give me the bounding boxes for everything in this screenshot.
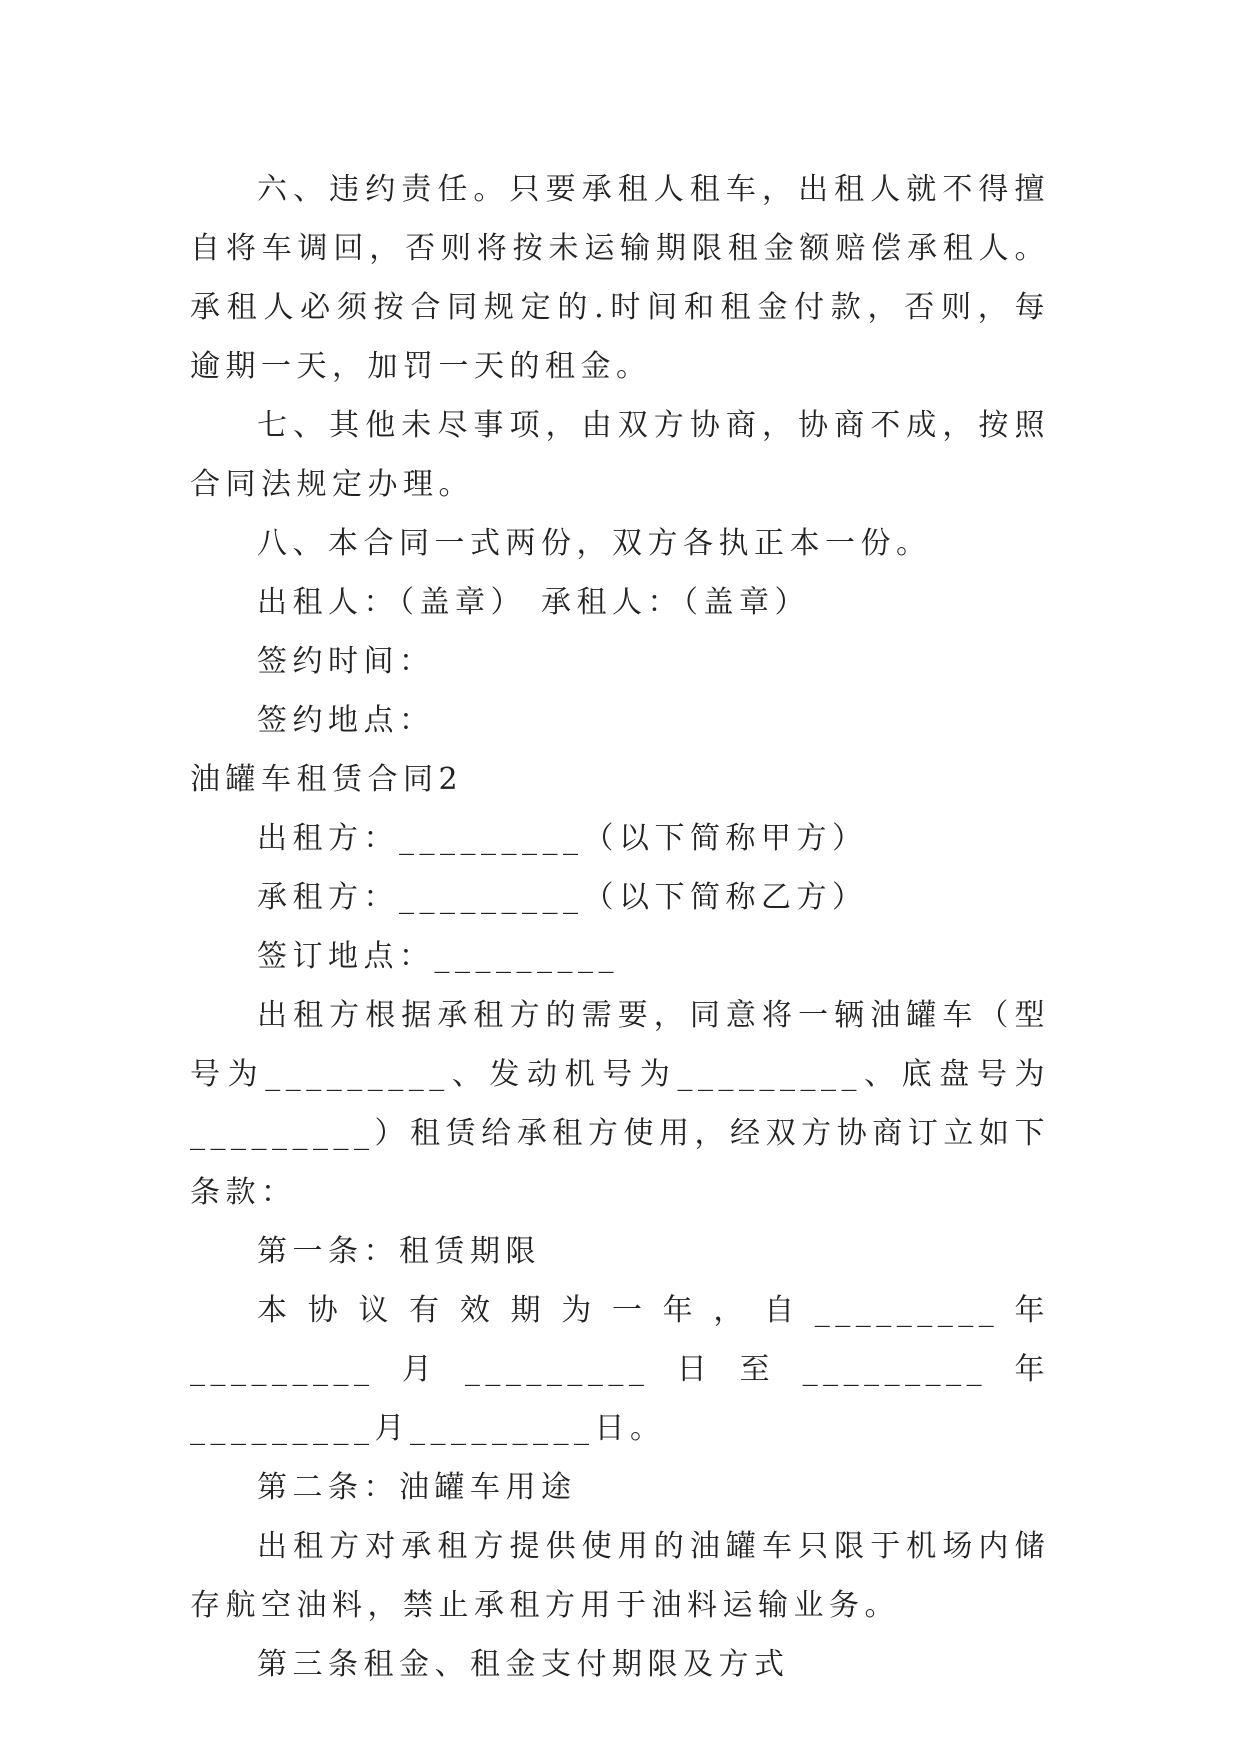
signing-time-line: 签约时间：: [257, 644, 435, 679]
clause-six-breach-liability: 六、违约责任。只要承租人租车，出租人就不得擅自将车调回，否则将按未运输期限租金额赔偿承租人。承租人必须按合同规定的.时间和租金付款，否则，每逾期一天，加罚一天的租金。: [190, 172, 1050, 384]
clause-eight-copies: 八、本合同一式两份，双方各执正本一份。: [257, 526, 932, 561]
contract-title: 油罐车租赁合同2: [190, 762, 464, 797]
document-body: [190, 160, 1050, 1694]
article-three-heading: 第三条租金、租金支付期限及方式: [257, 1647, 790, 1682]
article-two-body: 出租方对承租方提供使用的油罐车只限于机场内储存航空油料，禁止承租方用于油料运输业务。: [190, 1529, 1050, 1623]
clause-seven-other-matters: 七、其他未尽事项，由双方协商，协商不成，按照合同法规定办理。: [190, 408, 1050, 502]
article-one-body: 本协议有效期为一年，自_________年_________月_________日至_________年_________月_________日。: [190, 1293, 1050, 1446]
lessee-line: 承租方：_________（以下简称乙方）: [257, 880, 868, 915]
preamble-paragraph: 出租方根据承租方的需要，同意将一辆油罐车（型号为_________、发动机号为_________、底盘号为_________）租赁给承租方使用，经双方协商订立如下条款：: [190, 998, 1050, 1210]
signing-place-line: 签约地点：: [257, 703, 435, 738]
contract-place-line: 签订地点：_________: [257, 939, 619, 974]
article-two-heading: 第二条：油罐车用途: [257, 1470, 577, 1505]
article-one-heading: 第一条：租赁期限: [257, 1234, 541, 1269]
lessor-line: 出租方：_________（以下简称甲方）: [257, 821, 868, 856]
signature-line-parties: 出租人：（盖章） 承租人：（盖章）: [257, 585, 811, 620]
